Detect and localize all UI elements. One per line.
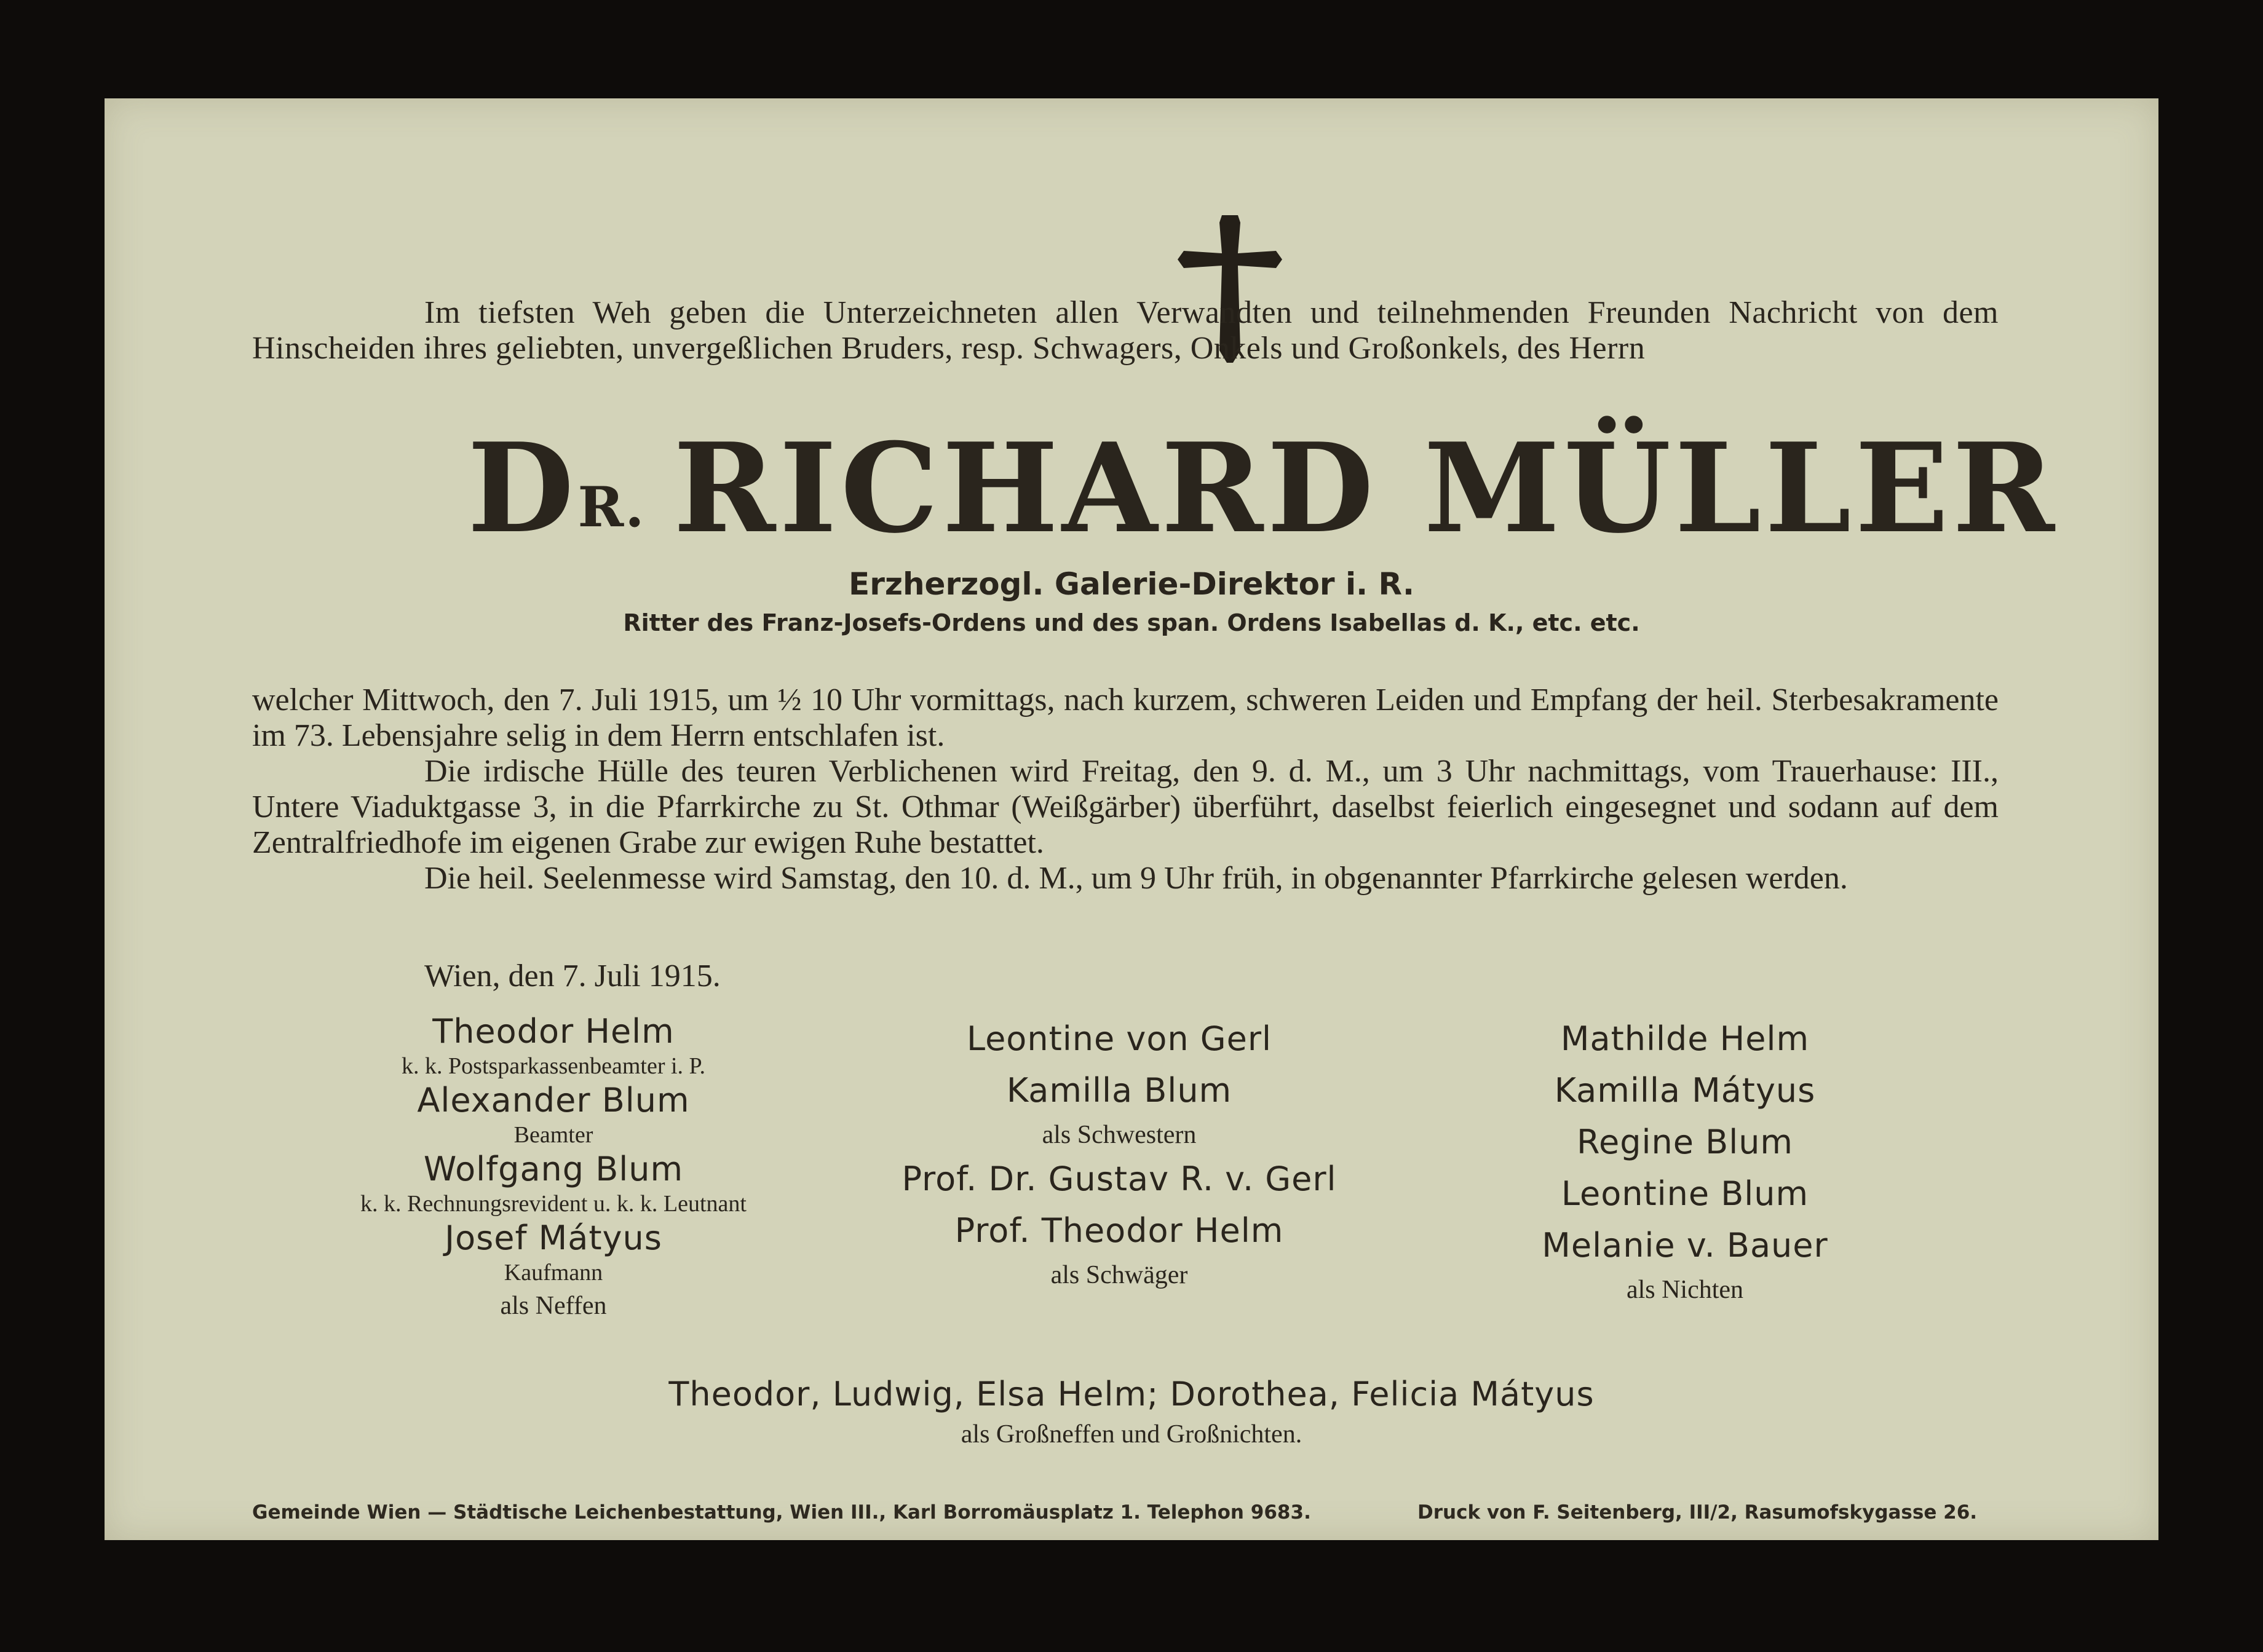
signatory-name: Leontine von Gerl bbox=[966, 1019, 1272, 1058]
signatory-name: Kamilla Mátyus bbox=[1554, 1071, 1816, 1110]
signatory-name: Regine Blum bbox=[1576, 1123, 1794, 1161]
intro-paragraph: Im tiefsten Weh geben die Unterzeichneten allen Verwandten und teilnehmenden Freunden Nachricht von dem Hinscheiden ihres geliebten, unvergeßlichen Bruders, resp. Schwagers, Onkels und Großonkels, des Herrn bbox=[252, 295, 1999, 366]
signatories-sisters-brothers-in-law bbox=[812, 1013, 1427, 1294]
prefix-superscript: R. bbox=[577, 475, 646, 540]
signatory-occupation: k. k. Rechnungsrevident u. k. k. Leutnant bbox=[360, 1191, 747, 1217]
signatory-name: Theodor Helm bbox=[432, 1012, 675, 1051]
deceased-honors: Ritter des Franz-Josefs-Ordens und des span. Ordens Isabellas d. K., etc. etc. bbox=[623, 609, 1640, 636]
signatories-nieces bbox=[1377, 1013, 1992, 1308]
relation-note: als Schwestern bbox=[1042, 1121, 1197, 1149]
signatory-name: Alexander Blum bbox=[417, 1081, 690, 1120]
deceased-name: RICHARD MÜLLER bbox=[673, 416, 2059, 561]
signatory-name: Melanie v. Bauer bbox=[1542, 1226, 1828, 1265]
signatory-name: Prof. Theodor Helm bbox=[954, 1211, 1284, 1250]
signatory-name: Josef Mátyus bbox=[445, 1219, 662, 1257]
signatory-name: Kamilla Blum bbox=[1006, 1071, 1232, 1110]
signatory-occupation: Beamter bbox=[513, 1122, 593, 1148]
notice-body bbox=[252, 682, 1999, 896]
mass-paragraph: Die heil. Seelenmesse wird Samstag, den 10. d. M., um 9 Uhr früh, in obgenannter Pfarrkirche gelesen werden. bbox=[424, 861, 1848, 896]
signatories-nephews bbox=[246, 1013, 861, 1323]
signatory-name: Leontine Blum bbox=[1561, 1174, 1809, 1213]
relation-note: als Neffen bbox=[500, 1292, 607, 1320]
footer-funeral-service: Gemeinde Wien — Städtische Leichenbestattung, Wien III., Karl Borromäusplatz 1. Telephon 9683. bbox=[252, 1501, 1311, 1524]
grand-nephews-nieces: Theodor, Ludwig, Elsa Helm; Dorothea, Felicia Mátyus bbox=[668, 1375, 1595, 1413]
death-paragraph: welcher Mittwoch, den 7. Juli 1915, um ½ 10 Uhr vormittags, nach kurzem, schweren Leiden und Empfang der heil. Sterbesakramente im 73. Lebensjahre selig in dem Herrn entschlafen ist. bbox=[252, 682, 1999, 753]
funeral-paragraph: Die irdische Hülle des teuren Verblichenen wird Freitag, den 9. d. M., um 3 Uhr nachmittags, vom Trauerhause: III., Untere Viaduktgasse 3, in die Pfarrkirche zu St. Othmar (Weißgärber) überführt, daselbst feierlich eingesegnet und sodann auf dem Zentralfriedhofe im eigenen Grabe zur ewigen Ruhe bestattet. bbox=[252, 754, 1999, 860]
signatory-occupation: k. k. Postsparkassenbeamter i. P. bbox=[402, 1053, 705, 1079]
signatory-name: Prof. Dr. Gustav R. v. Gerl bbox=[902, 1160, 1337, 1198]
signatory-name: Mathilde Helm bbox=[1560, 1019, 1810, 1058]
footer-printer: Druck von F. Seitenberg, III/2, Rasumofskygasse 26. bbox=[1417, 1501, 1978, 1524]
signatory-name: Wolfgang Blum bbox=[423, 1150, 684, 1188]
place-date: Wien, den 7. Juli 1915. bbox=[424, 958, 721, 994]
deceased-position: Erzherzogl. Galerie-Direktor i. R. bbox=[849, 566, 1414, 602]
deceased-title-prefix bbox=[467, 416, 646, 561]
relation-note: als Schwäger bbox=[1050, 1261, 1188, 1289]
relation-note: als Großneffen und Großnichten. bbox=[961, 1420, 1302, 1448]
relation-note: als Nichten bbox=[1626, 1276, 1744, 1304]
prefix-letter: D bbox=[467, 416, 576, 561]
signatory-occupation: Kaufmann bbox=[504, 1260, 603, 1286]
